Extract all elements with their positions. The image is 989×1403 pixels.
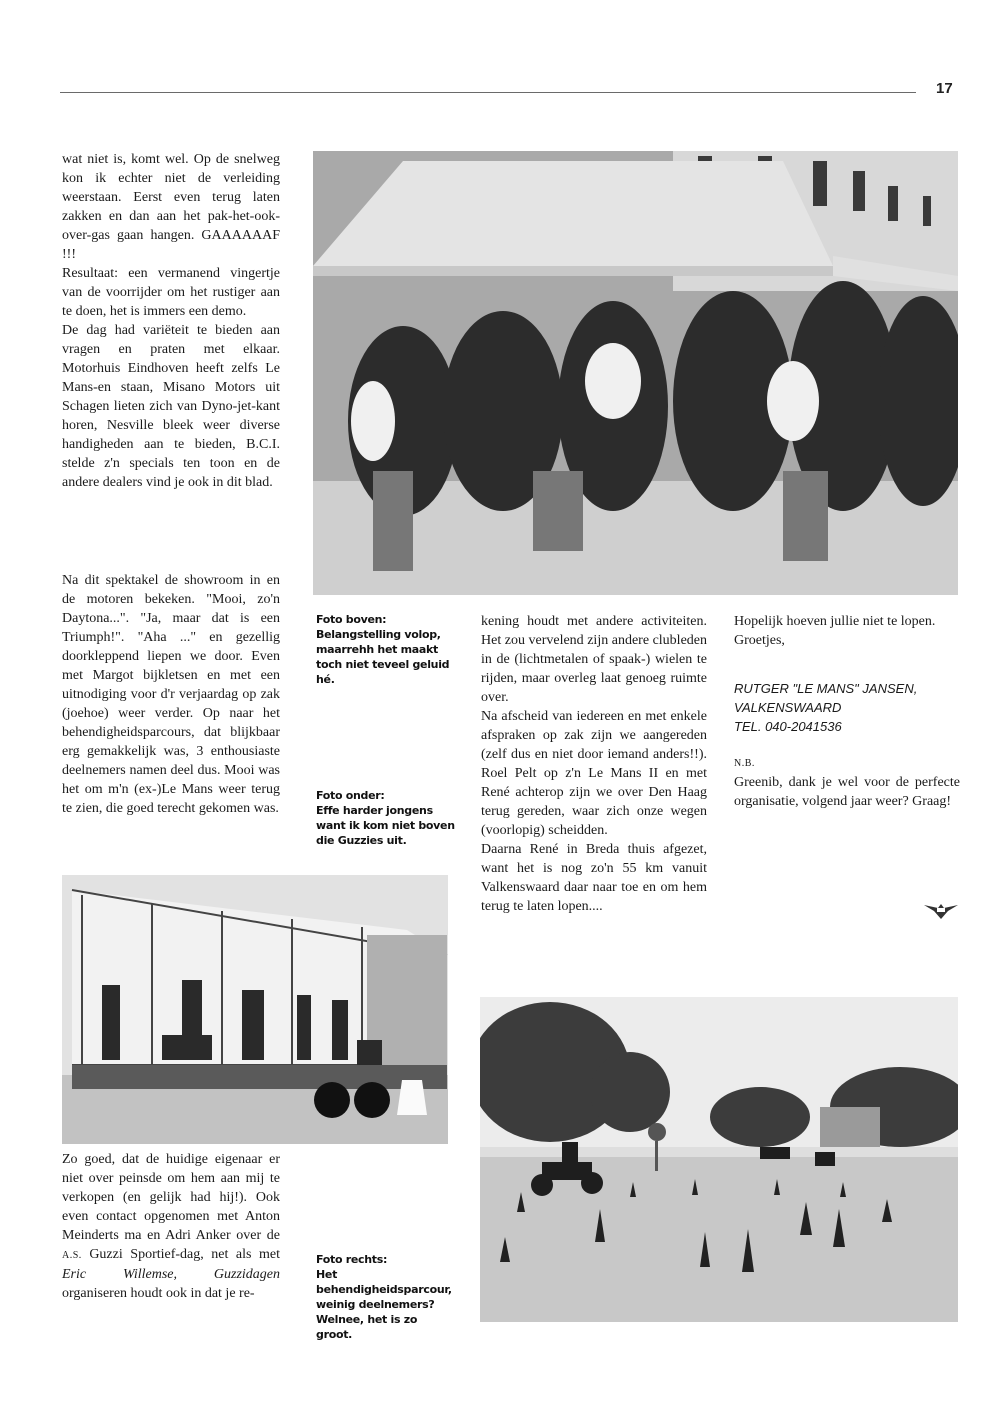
crowd-under-tent-photo [313, 151, 958, 595]
paragraph: wat niet is, komt wel. Op de snelweg kon ik echter niet de verleiding weerstaan. Eerst even terug laten zakken en dan aan het pak-het-ook-over-gas gaan hangen. GAAAAAAF !!! [62, 152, 280, 262]
caption-text: Effe harder jongens want ik kom niet boven die Guzzies uit. [316, 804, 455, 847]
text-part: Guzzi Sportief-dag, net als met [81, 1247, 280, 1262]
article-column-1-middle [62, 571, 280, 818]
italic-text: Eric Willemse, Guzzidagen [62, 1267, 280, 1282]
author-phone: TEL. 040-2041536 [734, 719, 842, 734]
text-part: organiseren houdt ook in dat je re- [62, 1286, 255, 1301]
article-column-4 [734, 612, 960, 811]
caption-text: Belangstelling volop, maarrehh het maakt toch niet teveel geluid hé. [316, 628, 450, 686]
closing-text: Hopelijk hoeven jullie niet te lopen. Groetjes, [734, 614, 936, 648]
abbr-text: A.S. [62, 1250, 82, 1261]
paragraph: Resultaat: een vermanend vingertje van de voorrijder om het rustiger aan te doen, het is immers een demo. [62, 266, 280, 319]
caption-label: Foto boven: [316, 613, 387, 626]
text-part: Zo goed, dat de huidige eigenaar er niet over peinsde om hem aan mij te verkopen (en gelijk had hij!). Ook even contact opgenomen met Anton Meinderts ma en Adri Anker over de [62, 1152, 280, 1243]
paragraph: kening houdt met andere activiteiten. Het zou vervelend zijn andere clubleden in de (lichtmetalen of spaak-) wielen te rijden, maar overleg laat genoeg ruimte over. [481, 614, 707, 705]
paragraph: Na dit spektakel de showroom in en de motoren bekeken. "Mooi, zo'n Daytona...". "Ja, maar dat is een Triumph!". "Aha ..." en gezellig doorkleppend liepen we door. Even met Margot bijkletsen en met een uitnodiging voor d'r verjaardag op zak (joehoe) weer verder. Op naar het behendigheidsparcours, dat blijkbaar erg gemakkelijk was, 3 enthousiaste deelnemers namen deel dus. Mooi was het om m'n (ex-)Le Mans weer terug te zien, die goed terecht gekomen was. [62, 573, 280, 816]
caption-photo-right [316, 1252, 456, 1342]
nb-text: Greenib, dank je wel voor de perfecte organisatie, volgend jaar weer? Graag! [734, 775, 960, 809]
caption-photo-bottom [316, 788, 456, 848]
caption-label: Foto rechts: [316, 1253, 388, 1266]
cone-parcours-motorcycles-photo [480, 997, 958, 1322]
paragraph: Na afscheid van iedereen en met enkele afspraken op zak zijn we aangereden (zelf dus en niet door iemand anders!!). Roel Pelt op z'n Le Mans II en met René achterop zijn we over Den Haag terug gereden, waar zich onze wegen (voorlopig) scheidden. [481, 709, 707, 838]
paragraph [62, 1150, 280, 1303]
paragraph: De dag had variëteit te bieden aan vragen en praten met elkaar. Motorhuis Eindhoven heeft zelfs Le Mans-en staan, Misano Motors uit Schagen lieten zich van Dyno-jet-kant horen, Nesville bleek weer diverse handigheden aan te bieden, B.C.I. stelde z'n specials ten toon en de andere dealers vind je ook in dit blad. [62, 323, 280, 490]
article-column-1-bottom [62, 1150, 280, 1303]
nb-label: N.B. [734, 758, 755, 769]
header-rule [60, 92, 916, 93]
paragraph: Daarna René in Breda thuis afgezet, want het is nog zo'n 55 km vanuit Valkenswaard daar naar toe en om hem terug te laten lopen.... [481, 842, 707, 914]
band-on-truck-stage-photo [62, 875, 448, 1144]
author-name: RUTGER "LE MANS" JANSEN, [734, 681, 918, 696]
article-column-3 [481, 612, 707, 916]
author-place: VALKENSWAARD [734, 700, 842, 715]
caption-photo-top [316, 612, 456, 687]
page-number: 17 [936, 80, 953, 97]
article-column-1-top [62, 150, 280, 492]
caption-text: Het behendigheidsparcour, weinig deelnemers? Welnee, het is zo groot. [316, 1268, 452, 1341]
club-eagle-logo-icon [924, 902, 958, 920]
caption-label: Foto onder: [316, 789, 385, 802]
